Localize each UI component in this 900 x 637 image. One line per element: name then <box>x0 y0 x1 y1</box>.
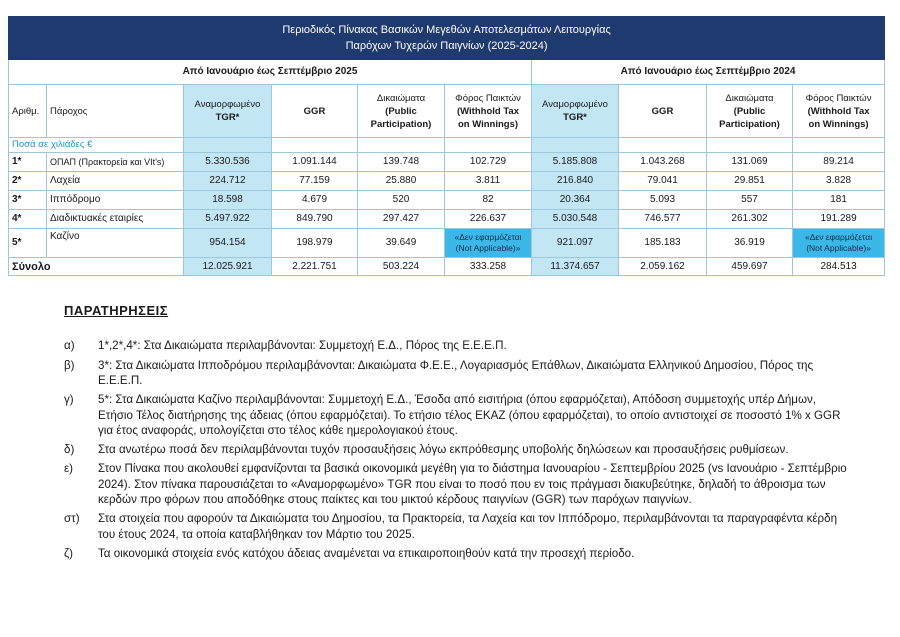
results-table-container <box>8 16 884 276</box>
table-cell: Καζίνο <box>47 229 184 258</box>
table-cell: 5.330.536 <box>184 153 272 172</box>
table-cell: 5* <box>9 229 47 258</box>
table-cell: 459.697 <box>707 258 793 276</box>
table-cell: 39.649 <box>358 229 445 258</box>
table-cell: 746.577 <box>619 210 707 229</box>
table-cell: 297.427 <box>358 210 445 229</box>
table-row <box>9 191 885 210</box>
table-cell: 921.097 <box>532 229 619 258</box>
table-cell: 557 <box>707 191 793 210</box>
notes-title: ΠΑΡΑΤΗΡΗΣΕΙΣ <box>64 303 169 318</box>
table-cell: 520 <box>358 191 445 210</box>
table-cell: 181 <box>793 191 885 210</box>
total-label: Σύνολο <box>9 258 184 276</box>
col-header-ggr-2025: GGR <box>272 85 358 138</box>
table-cell: 3.828 <box>793 172 885 191</box>
table-cell: 11.374.657 <box>532 258 619 276</box>
table-cell: 333.258 <box>445 258 532 276</box>
table-cell: 77.159 <box>272 172 358 191</box>
table-cell: 185.183 <box>619 229 707 258</box>
note-item: α) 1*,2*,4*: Στα Δικαιώματα περιλαμβάνονται: Συμμετοχή Ε.Δ., Πόρος της Ε.Ε.Ε.Π. <box>64 339 507 353</box>
note-item: ε) Στον Πίνακα που ακολουθεί εμφανίζονται τα βασικά οικονομικά μεγέθη για το διάστημα Ιανουαρίου - Σεπτεμβρίου 2025 (vs Ιανουάριο - Σεπτέμβριο 2024). Στον πίνακα παρουσιάζεται το «Αναμορφωμένο» TGR που είναι το ποσό που εν τοις πράγμασι διακυβεύτηκε, δηλαδή το άθροισμα των κερδών προ φόρων που αποδόθηκε στους παίκτες και του μικτού κέρδους παιγνίων (GGR) των παρόχων παιγνίων. <box>64 462 847 507</box>
table-cell: 5.030.548 <box>532 210 619 229</box>
table-cell: 216.840 <box>532 172 619 191</box>
unit-label: Ποσά σε χιλιάδες € <box>9 138 184 153</box>
table-cell: 849.790 <box>272 210 358 229</box>
not-applicable-cell-2024: «Δεν εφαρμόζεται (Not Applicable)» <box>793 229 885 258</box>
table-cell: 1* <box>9 153 47 172</box>
table-row <box>9 229 885 258</box>
col-header-number: Αριθμ. <box>9 85 47 138</box>
note-item: ζ) Τα οικονομικά στοιχεία ενός κατόχου άδειας αναμένεται να επικαιροποιηθούν κατά την προσεχή περίοδο. <box>64 547 635 561</box>
table-cell: 3.811 <box>445 172 532 191</box>
results-table <box>8 16 885 276</box>
note-item: δ) Στα ανωτέρω ποσά δεν περιλαμβάνονται τυχόν προσαυξήσεις λόγω εκπρόθεσμης υποβολής δηλώσεων και προσαυξήσεις ρυθμίσεων. <box>64 443 789 457</box>
table-row <box>9 153 885 172</box>
table-title <box>9 17 885 60</box>
table-cell: 5.093 <box>619 191 707 210</box>
col-header-rights-2025: Δικαιώματα (Public Participation) <box>358 85 445 138</box>
not-applicable-cell-2025: «Δεν εφαρμόζεται (Not Applicable)» <box>445 229 532 258</box>
col-header-ggr-2024: GGR <box>619 85 707 138</box>
table-cell: 261.302 <box>707 210 793 229</box>
col-header-tax-2025: Φόρος Παικτών (Withhold Tax on Winnings) <box>445 85 532 138</box>
table-cell: Ιππόδρομο <box>47 191 184 210</box>
table-cell: 3* <box>9 191 47 210</box>
table-cell: 5.185.808 <box>532 153 619 172</box>
table-cell: 954.154 <box>184 229 272 258</box>
table-cell: 224.712 <box>184 172 272 191</box>
table-cell: 198.979 <box>272 229 358 258</box>
col-header-provider: Πάροχος <box>47 85 184 138</box>
table-cell: 20.364 <box>532 191 619 210</box>
table-row <box>9 172 885 191</box>
table-cell: 226.637 <box>445 210 532 229</box>
total-row <box>9 258 885 276</box>
table-cell: ΟΠΑΠ (Πρακτορεία και VIt's) <box>47 153 184 172</box>
table-title-line2: Παρόχων Τυχερών Παιγνίων (2025-2024) <box>345 40 548 52</box>
table-cell: 4.679 <box>272 191 358 210</box>
col-header-tgr-2024: Αναμορφωμένο TGR* <box>532 85 619 138</box>
period-2024-header: Από Ιανουάριο έως Σεπτέμβριο 2024 <box>532 60 885 85</box>
table-cell: 2.221.751 <box>272 258 358 276</box>
table-cell: 29.851 <box>707 172 793 191</box>
table-cell: 4* <box>9 210 47 229</box>
table-cell: 18.598 <box>184 191 272 210</box>
notes-section <box>64 303 854 565</box>
table-cell: 1.043.268 <box>619 153 707 172</box>
table-cell: 503.224 <box>358 258 445 276</box>
table-cell: 191.289 <box>793 210 885 229</box>
table-cell: Λαχεία <box>47 172 184 191</box>
note-item: β) 3*: Στα Δικαιώματα Ιπποδρόμου περιλαμβάνονται: Δικαιώματα Φ.Ε.Ε., Λογαριασμός Επάθλων, Δικαιώματα Ελληνικού Δημοσίου, Πόρος της Ε.Ε.Ε.Π. <box>64 358 814 388</box>
col-header-tgr-2025: Αναμορφωμένο TGR* <box>184 85 272 138</box>
table-cell: 139.748 <box>358 153 445 172</box>
table-cell: 12.025.921 <box>184 258 272 276</box>
table-cell: 2* <box>9 172 47 191</box>
table-cell: 36.919 <box>707 229 793 258</box>
table-cell: 79.041 <box>619 172 707 191</box>
col-header-tax-2024: Φόρος Παικτών (Withhold Tax on Winnings) <box>793 85 885 138</box>
table-cell: 2.059.162 <box>619 258 707 276</box>
table-cell: 1.091.144 <box>272 153 358 172</box>
table-cell: 25.880 <box>358 172 445 191</box>
note-item: γ) 5*: Στα Δικαιώματα Καζίνο περιλαμβάνονται: Συμμετοχή Ε.Δ., Έσοδα από εισιτήρια (όπου εφαρμόζεται), Απόδοση συμμετοχής υπέρ Δήμων, Ετήσιο Τέλος διατήρησης της άδειας (όπου εφαρμόζεται). Το ετήσιο τέλος ΕΚΑΖ (όπου εφαρμόζεται), το οποίο αντιστοιχεί σε ποσοστό 1% x GGR για έτος αναφοράς, υπολογίζεται στο τέλος κάθε ημερολογιακού έτους. <box>64 393 841 438</box>
table-cell: 284.513 <box>793 258 885 276</box>
table-cell: 5.497.922 <box>184 210 272 229</box>
note-item: στ) Στα στοιχεία που αφορούν τα Δικαιώματα του Δημοσίου, τα Πρακτορεία, τα Λαχεία και τον Ιππόδρομο, περιλαμβάνονται τα παραγραφέντα κέρδη του έτους 2024, τα οποία καταβλήθηκαν τον Μάρτιο του 2025. <box>64 512 838 541</box>
table-cell: 82 <box>445 191 532 210</box>
period-2025-header: Από Ιανουάριο έως Σεπτέμβριο 2025 <box>9 60 532 85</box>
table-title-line1: Περιοδικός Πίνακας Βασικών Μεγεθών Αποτελεσμάτων Λειτουργίας <box>282 24 611 36</box>
col-header-rights-2024: Δικαιώματα (Public Participation) <box>707 85 793 138</box>
table-cell: 102.729 <box>445 153 532 172</box>
table-cell: Διαδικτυακές εταιρίες <box>47 210 184 229</box>
table-cell: 89.214 <box>793 153 885 172</box>
table-row <box>9 210 885 229</box>
table-cell: 131.069 <box>707 153 793 172</box>
